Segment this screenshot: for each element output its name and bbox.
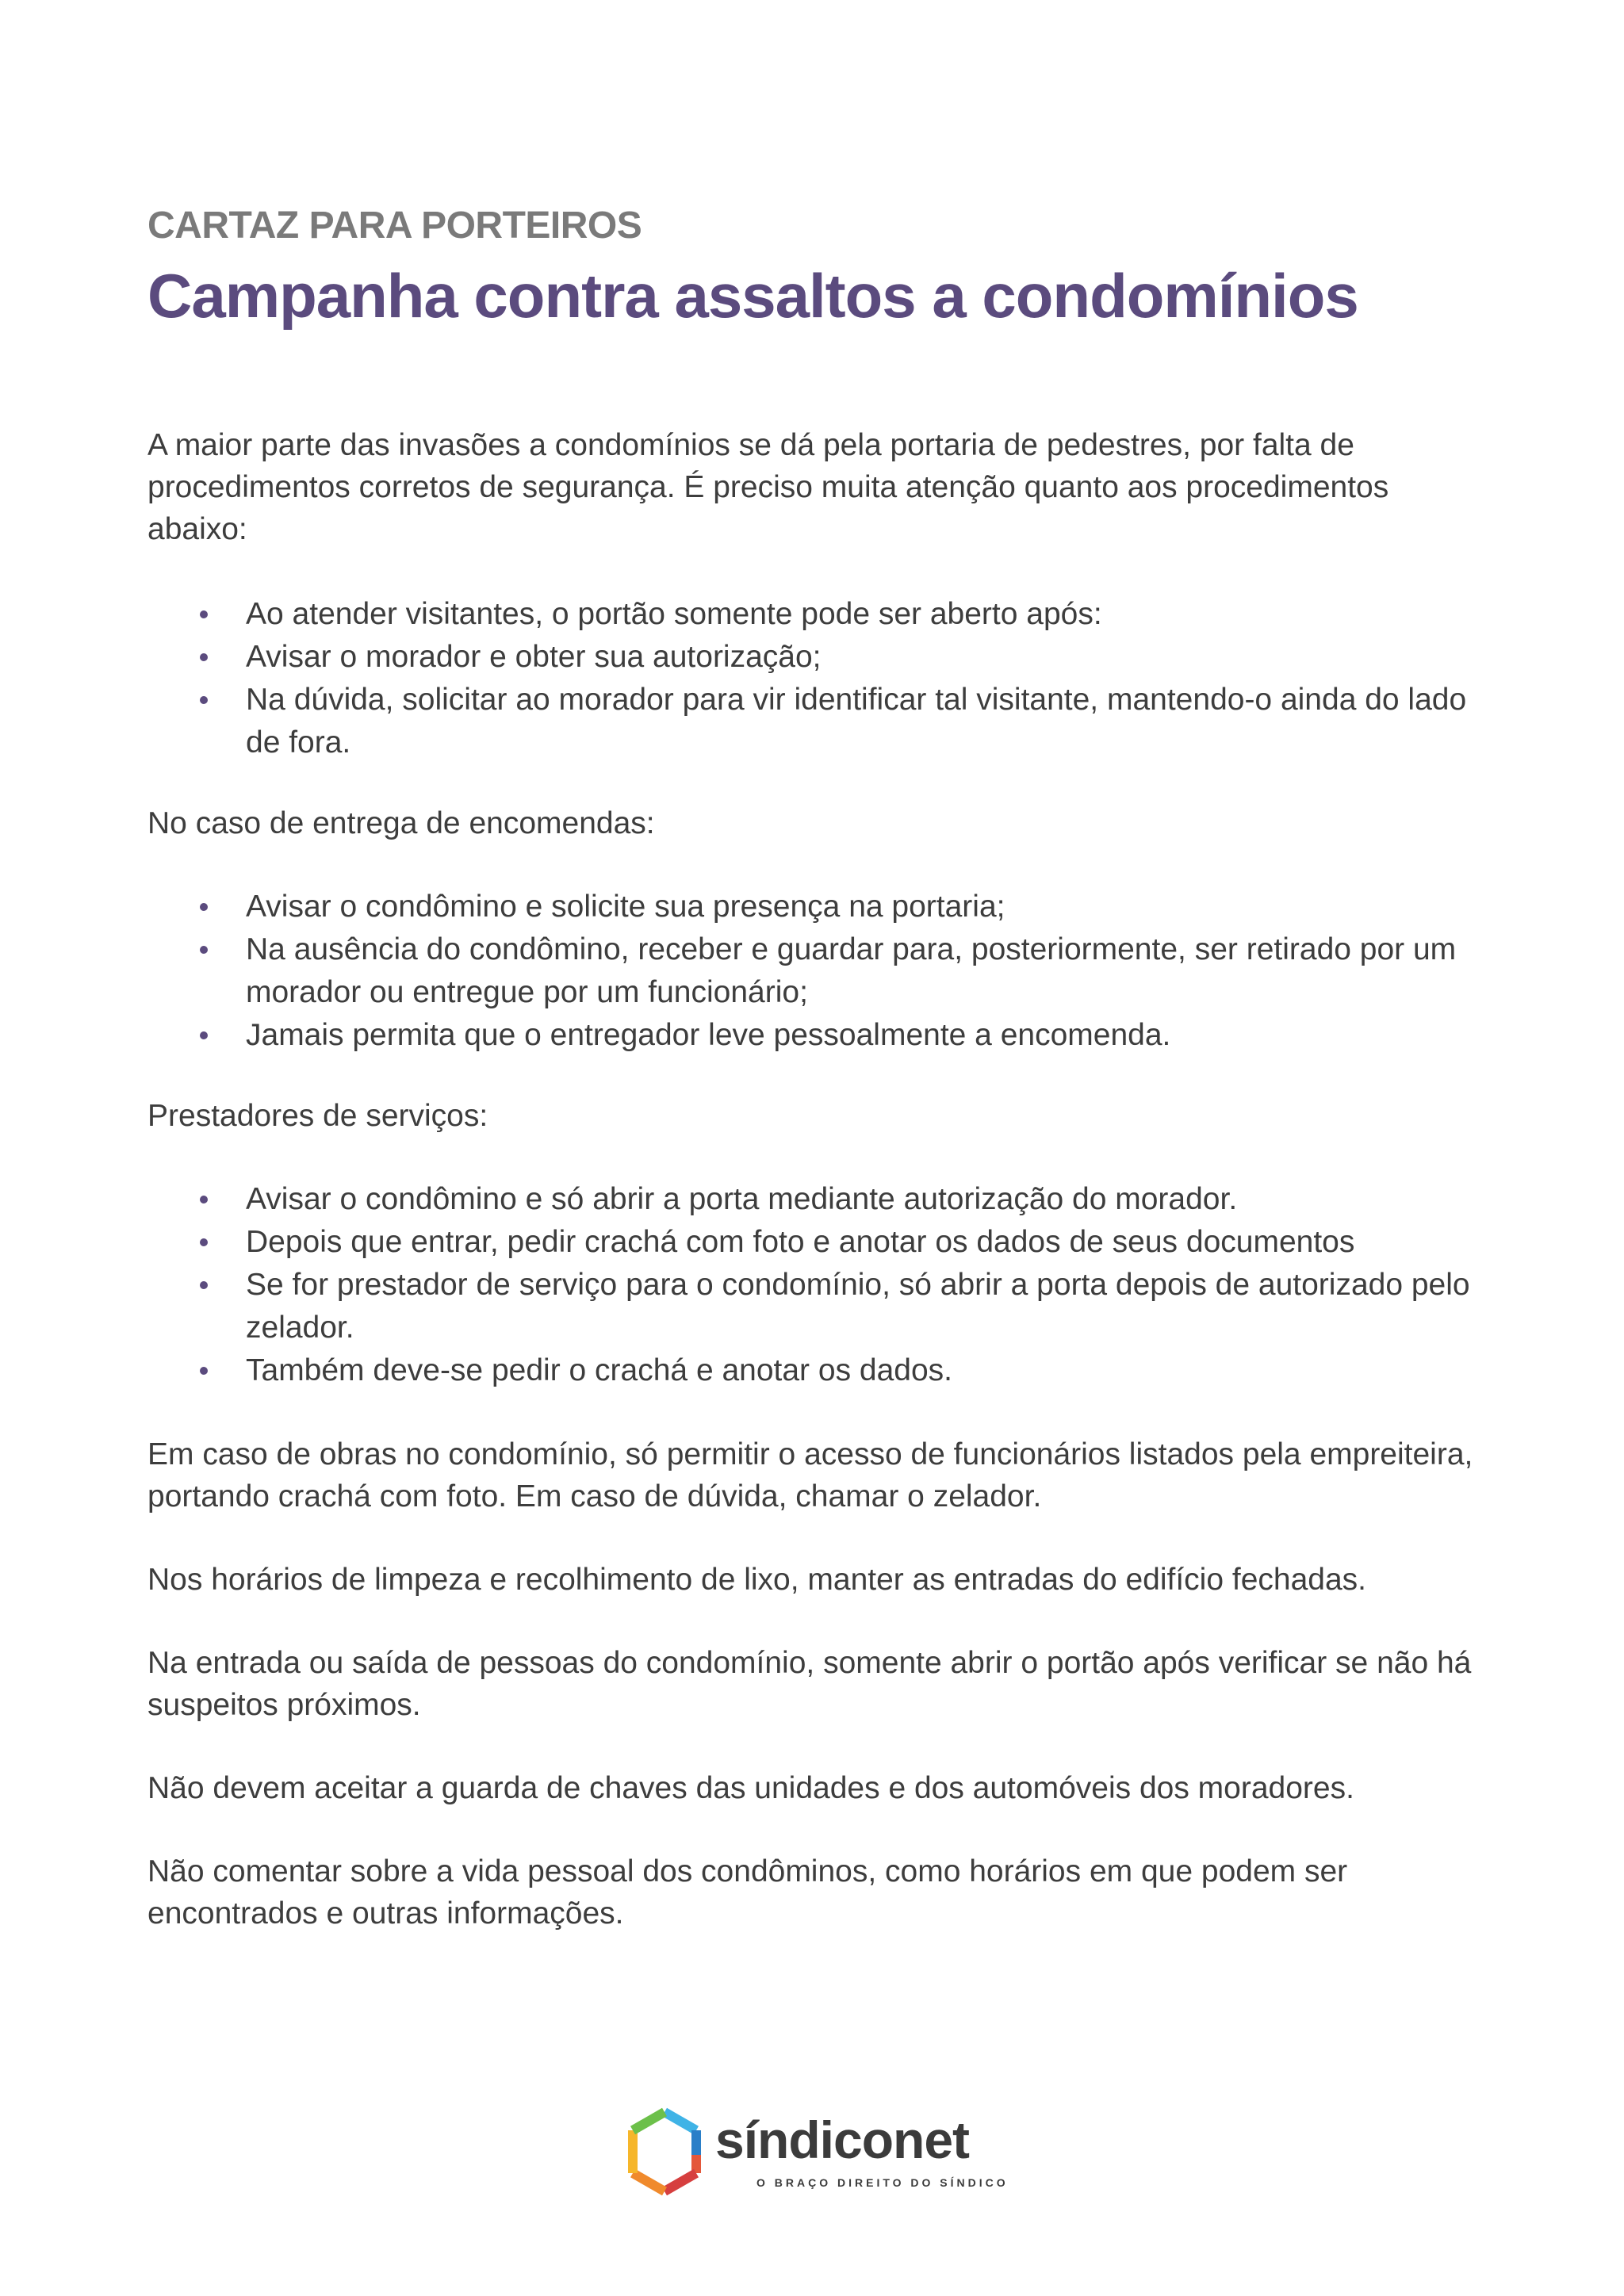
list-item: Ao atender visitantes, o portão somente pode ser aberto após: [147, 593, 1488, 636]
paragraph-chaves: Não devem aceitar a guarda de chaves das unidades e dos automóveis dos moradores. [147, 1771, 1354, 1805]
bullet-icon [200, 1031, 208, 1039]
paragraph-vida-pessoal: Não comentar sobre a vida pessoal dos condôminos, como horários em que podem ser encontrados e outras informações. [147, 1854, 1348, 1931]
hexagon-logo-icon [623, 2107, 706, 2196]
bullet-icon [200, 1367, 208, 1375]
list-item: Se for prestador de serviço para o condomínio, só abrir a porta depois de autorizado pelo zelador. [147, 1264, 1488, 1349]
services-heading: Prestadores de serviços: [147, 1099, 488, 1133]
list-item: Avisar o condômino e solicite sua presença na portaria; [147, 886, 1488, 928]
list-item: Também deve-se pedir o crachá e anotar os dados. [147, 1349, 1488, 1392]
paragraph-obras: Em caso de obras no condomínio, só permitir o acesso de funcionários listados pela empreiteira, portando crachá com foto. Em caso de dúvida, chamar o zelador. [147, 1437, 1473, 1513]
intro-paragraph: A maior parte das invasões a condomínios se dá pela portaria de pedestres, por falta de procedimentos corretos de segurança. É preciso muita atenção quanto aos procedimentos abaixo: [147, 428, 1389, 546]
bullet-icon [200, 946, 208, 954]
bullet-icon [200, 1196, 208, 1203]
document-content [147, 202, 1488, 1934]
list-item: Avisar o condômino e só abrir a porta mediante autorização do morador. [147, 1178, 1488, 1221]
services-list [147, 1178, 1488, 1392]
deliveries-list [147, 886, 1488, 1057]
bullet-icon [200, 1238, 208, 1246]
logo-wordmark: síndiconet [715, 2110, 970, 2169]
list-item: Depois que entrar, pedir crachá com foto e anotar os dados de seus documentos [147, 1221, 1488, 1264]
deliveries-heading: No caso de entrega de encomendas: [147, 806, 655, 840]
list-item: Na ausência do condômino, receber e guardar para, posteriormente, ser retirado por um morador ou entregue por um funcionário; [147, 928, 1488, 1014]
visitors-list [147, 593, 1488, 764]
bullet-icon [200, 610, 208, 618]
bullet-icon [200, 696, 208, 704]
document-eyebrow: CARTAZ PARA PORTEIROS [147, 205, 642, 247]
list-item: Avisar o morador e obter sua autorização; [147, 636, 1488, 679]
list-item: Jamais permita que o entregador leve pessoalmente a encomenda. [147, 1014, 1488, 1057]
list-item: Na dúvida, solicitar ao morador para vir identificar tal visitante, mantendo-o ainda do lado de fora. [147, 679, 1488, 764]
logo-tagline: O BRAÇO DIREITO DO SÍNDICO [756, 2176, 1009, 2189]
paragraph-limpeza: Nos horários de limpeza e recolhimento de lixo, manter as entradas do edifício fechadas. [147, 1563, 1366, 1597]
sindiconet-logo [623, 2104, 1009, 2199]
bullet-icon [200, 653, 208, 661]
paragraph-entrada: Na entrada ou saída de pessoas do condomínio, somente abrir o portão após verificar se não há suspeitos próximos. [147, 1646, 1472, 1722]
document-title: Campanha contra assaltos a condomínios [147, 261, 1358, 331]
bullet-icon [200, 1281, 208, 1289]
bullet-icon [200, 903, 208, 911]
